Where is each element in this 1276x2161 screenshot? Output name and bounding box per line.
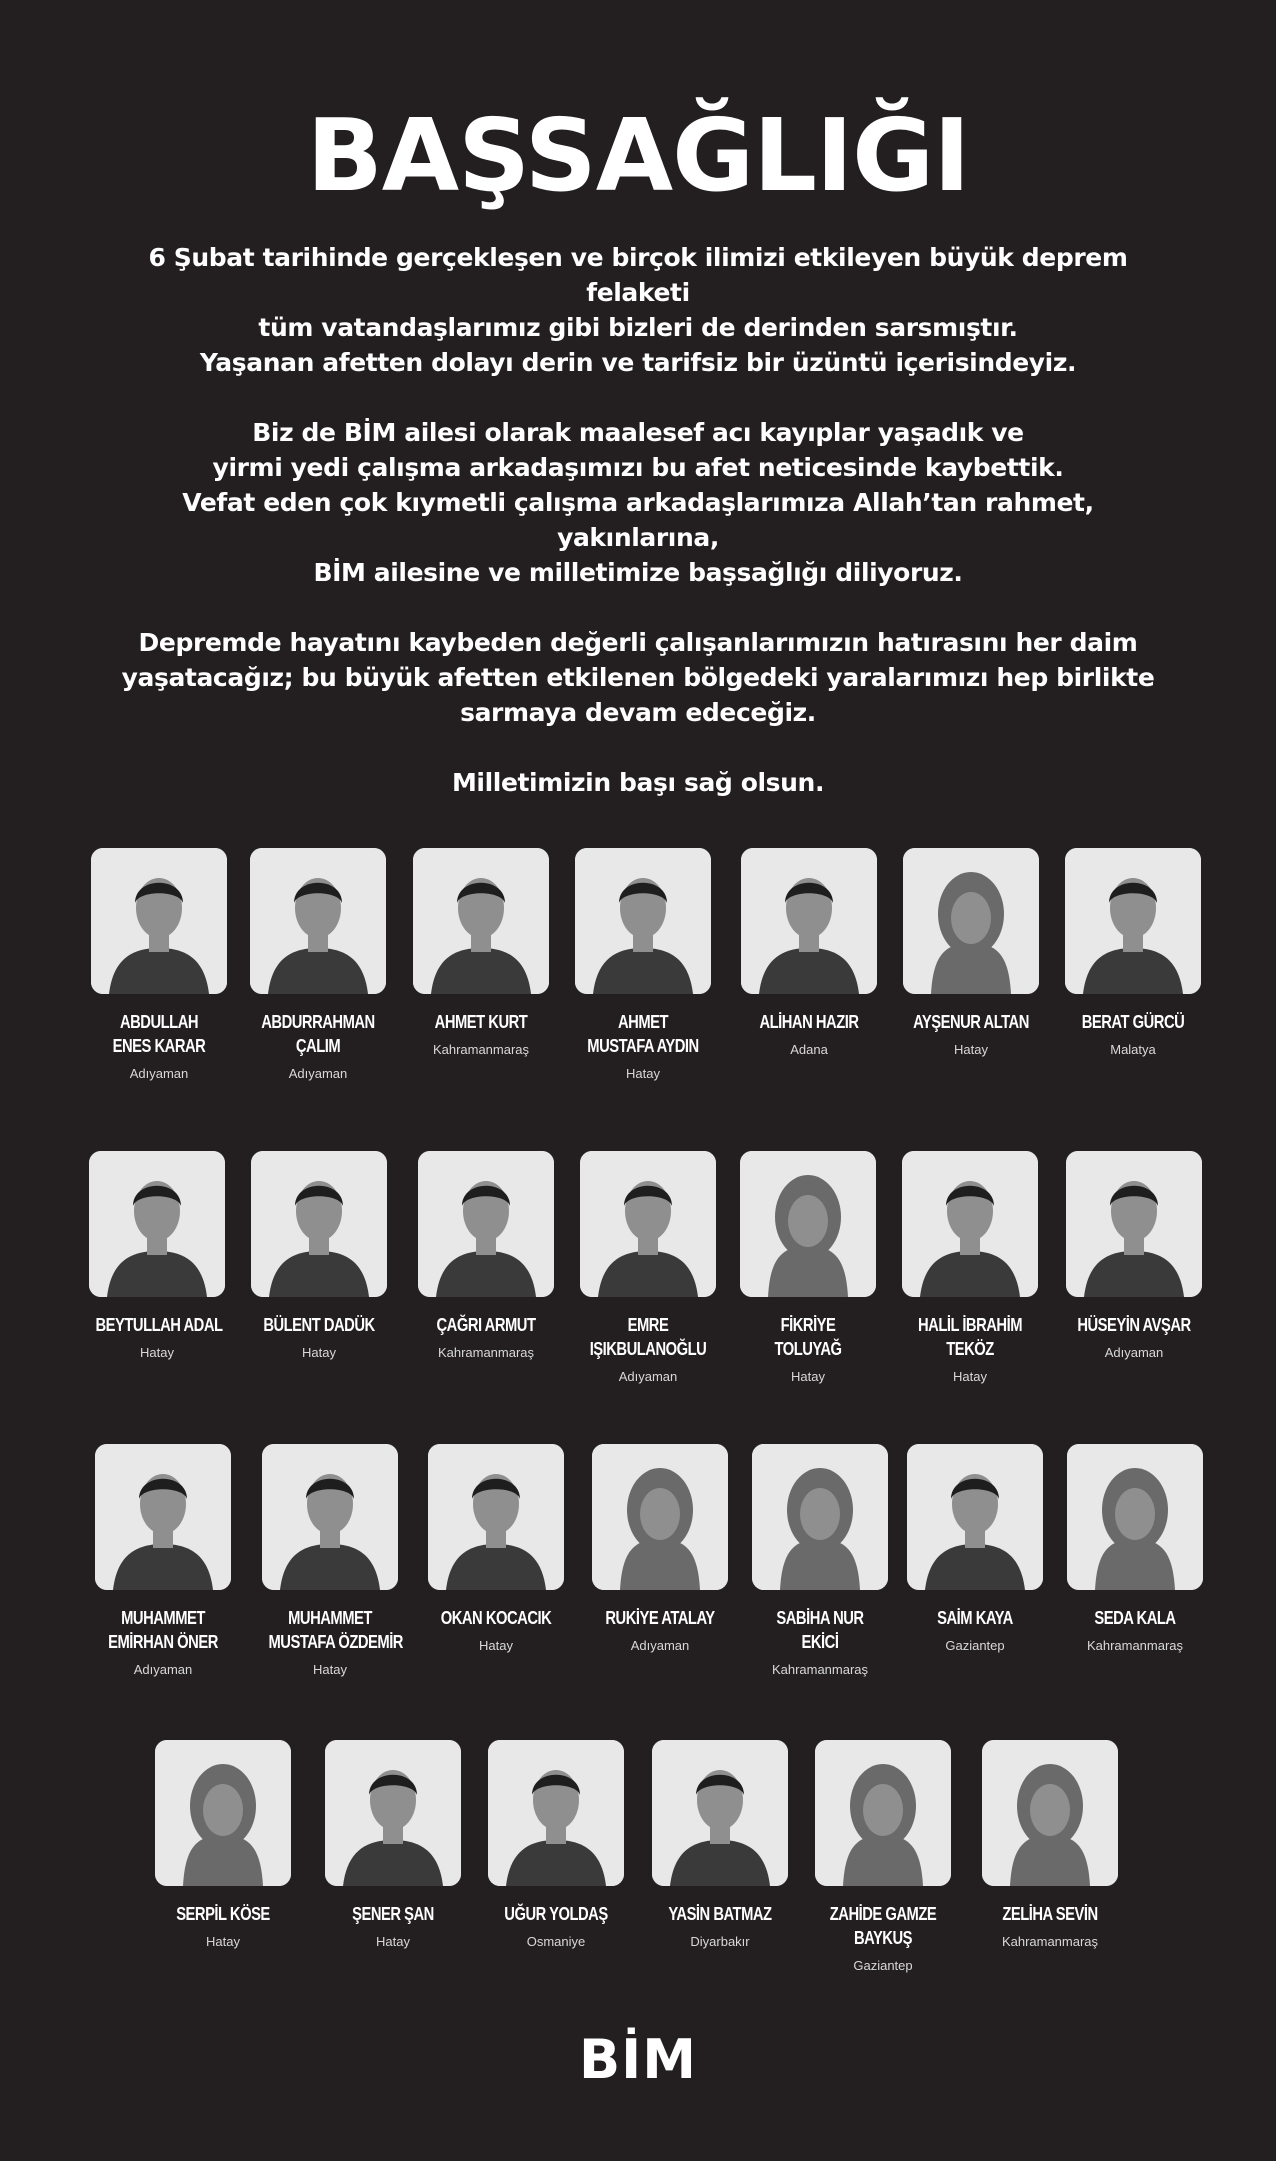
person-name-line: MUSTAFA ÖZDEMİR xyxy=(268,1632,403,1652)
person-city: Adıyaman xyxy=(618,1369,678,1384)
person-photo xyxy=(652,1740,788,1886)
person-card xyxy=(318,1740,468,1950)
person-photo xyxy=(815,1740,951,1886)
portrait-image xyxy=(1066,1151,1202,1297)
person-name xyxy=(910,1010,1033,1034)
person-name-line: ABDURRAHMAN xyxy=(261,1012,375,1032)
message-line: Milletimizin başı sağ olsun. xyxy=(451,768,825,797)
person-name-line: YASİN BATMAZ xyxy=(668,1904,772,1924)
memorial-row xyxy=(0,1740,1276,2040)
portrait-image xyxy=(907,1444,1043,1590)
portrait-shape xyxy=(640,1488,680,1540)
portrait-image xyxy=(251,1151,387,1297)
person-photo xyxy=(907,1444,1043,1590)
person-name-line: ÇAĞRI ARMUT xyxy=(436,1315,536,1335)
person-card xyxy=(896,848,1046,1058)
person-name-line: ZELİHA SEVİN xyxy=(1002,1904,1098,1924)
message-line: 6 Şubat tarihinde gerçekleşen ve birçok ilimizi etkileyen büyük deprem felaketi xyxy=(148,243,1128,307)
person-name-line: RUKİYE ATALAY xyxy=(605,1608,715,1628)
person-name xyxy=(914,1606,1037,1630)
portrait-image xyxy=(815,1740,951,1886)
person-name-line: AHMET xyxy=(617,1012,669,1032)
portrait-image xyxy=(752,1444,888,1590)
person-name-line: ÇALIM xyxy=(295,1036,341,1056)
portrait-image xyxy=(250,848,386,994)
person-photo xyxy=(325,1740,461,1886)
person-name xyxy=(495,1902,618,1926)
person-city: Adıyaman xyxy=(129,1066,189,1081)
message-closing xyxy=(100,765,1176,800)
person-name xyxy=(98,1010,221,1058)
person-name-line: SAİM KAYA xyxy=(937,1608,1013,1628)
person-name-line: ŞENER ŞAN xyxy=(352,1904,434,1924)
portrait-shape xyxy=(800,1488,840,1540)
person-name-line: AYŞENUR ALTAN xyxy=(913,1012,1029,1032)
portrait-shape xyxy=(788,1195,828,1247)
person-card xyxy=(411,1151,561,1361)
person-photo xyxy=(250,848,386,994)
person-city: Gaziantep xyxy=(853,1958,913,1973)
person-city: Diyarbakır xyxy=(690,1934,750,1949)
person-city: Hatay xyxy=(206,1934,240,1949)
person-city: Hatay xyxy=(791,1369,825,1384)
person-card xyxy=(406,848,556,1058)
portrait-image xyxy=(592,1444,728,1590)
message-line: Biz de BİM ailesi olarak maalesef acı kayıplar yaşadık ve xyxy=(252,418,1024,447)
condolence-message xyxy=(100,240,1176,835)
portrait-image xyxy=(982,1740,1118,1886)
person-photo xyxy=(741,848,877,994)
portrait-image xyxy=(428,1444,564,1590)
person-photo xyxy=(95,1444,231,1590)
person-card xyxy=(148,1740,298,1950)
person-card xyxy=(421,1444,571,1654)
memorial-row xyxy=(0,1444,1276,1744)
person-name-line: HÜSEYİN AVŞAR xyxy=(1077,1315,1191,1335)
person-name-line: ZAHİDE GAMZE xyxy=(829,1904,937,1924)
portrait-image xyxy=(488,1740,624,1886)
person-name xyxy=(599,1606,722,1630)
person-name xyxy=(420,1010,543,1034)
person-name xyxy=(162,1902,285,1926)
message-paragraph-2 xyxy=(100,415,1176,590)
person-photo xyxy=(91,848,227,994)
person-name xyxy=(258,1313,381,1337)
person-name xyxy=(1073,1313,1196,1337)
person-name xyxy=(822,1902,945,1950)
person-name xyxy=(747,1313,870,1361)
person-card xyxy=(84,848,234,1082)
portrait-image xyxy=(902,1151,1038,1297)
person-photo xyxy=(251,1151,387,1297)
person-photo xyxy=(592,1444,728,1590)
person-photo xyxy=(752,1444,888,1590)
person-photo xyxy=(262,1444,398,1590)
person-photo xyxy=(1067,1444,1203,1590)
person-card xyxy=(975,1740,1125,1950)
person-name-line: ALİHAN HAZIR xyxy=(759,1012,859,1032)
portrait-image xyxy=(91,848,227,994)
portrait-image xyxy=(95,1444,231,1590)
person-name-line: BAYKUŞ xyxy=(853,1928,913,1948)
person-name-line: MUHAMMET xyxy=(121,1608,205,1628)
person-card xyxy=(745,1444,895,1678)
person-name-line: TEKÖZ xyxy=(946,1339,994,1359)
person-card xyxy=(573,1151,723,1385)
person-city: Kahramanmaraş xyxy=(771,1662,869,1677)
person-card xyxy=(733,1151,883,1385)
person-name-line: MUSTAFA AYDIN xyxy=(587,1036,699,1056)
person-name-line: FİKRİYE xyxy=(780,1315,836,1335)
person-card xyxy=(1060,1444,1210,1654)
person-photo xyxy=(1065,848,1201,994)
person-city: Kahramanmaraş xyxy=(432,1042,530,1057)
portrait-image xyxy=(741,848,877,994)
portrait-image xyxy=(418,1151,554,1297)
person-card xyxy=(900,1444,1050,1654)
person-card xyxy=(808,1740,958,1974)
person-photo xyxy=(155,1740,291,1886)
person-name xyxy=(1072,1010,1195,1034)
portrait-image xyxy=(575,848,711,994)
message-line: tüm vatandaşlarımız gibi bizleri de derinden sarsmıştır. xyxy=(258,313,1018,342)
person-city: Adıyaman xyxy=(133,1662,193,1677)
person-city: Hatay xyxy=(626,1066,660,1081)
person-name xyxy=(582,1010,705,1058)
portrait-image xyxy=(325,1740,461,1886)
person-name xyxy=(1074,1606,1197,1630)
person-card xyxy=(1058,848,1208,1058)
person-name-line: TOLUYAĞ xyxy=(774,1339,842,1359)
portrait-image xyxy=(1065,848,1201,994)
message-line: yirmi yedi çalışma arkadaşımızı bu afet neticesinde kaybettik. xyxy=(212,453,1064,482)
portrait-image xyxy=(89,1151,225,1297)
person-name xyxy=(425,1313,548,1337)
person-photo xyxy=(982,1740,1118,1886)
person-photo xyxy=(580,1151,716,1297)
portrait-image xyxy=(652,1740,788,1886)
person-photo xyxy=(740,1151,876,1297)
message-line: Yaşanan afetten dolayı derin ve tarifsiz bir üzüntü içerisindeyiz. xyxy=(199,348,1077,377)
person-card xyxy=(88,1444,238,1678)
memorial-row xyxy=(0,848,1276,1148)
person-city: Adıyaman xyxy=(1104,1345,1164,1360)
person-card xyxy=(82,1151,232,1361)
person-card xyxy=(585,1444,735,1654)
person-photo xyxy=(903,848,1039,994)
person-name-line: SABİHA NUR xyxy=(776,1608,864,1628)
person-name-line: BERAT GÜRCÜ xyxy=(1081,1012,1185,1032)
person-card xyxy=(243,848,393,1082)
person-name xyxy=(102,1606,225,1654)
person-city: Kahramanmaraş xyxy=(1086,1638,1184,1653)
message-line: Depremde hayatını kaybeden değerli çalışanlarımızın hatırasını her daim xyxy=(138,628,1138,657)
person-city: Hatay xyxy=(953,1369,987,1384)
person-name-line: SERPİL KÖSE xyxy=(176,1904,270,1924)
person-name-line: EMİRHAN ÖNER xyxy=(108,1632,218,1652)
portrait-image xyxy=(1067,1444,1203,1590)
person-photo xyxy=(89,1151,225,1297)
person-name xyxy=(759,1606,882,1654)
person-name-line: SEDA KALA xyxy=(1094,1608,1176,1628)
person-name-line: ENES KARAR xyxy=(112,1036,206,1056)
person-city: Hatay xyxy=(302,1345,336,1360)
portrait-shape xyxy=(863,1784,903,1836)
person-name-line: HALİL İBRAHİM xyxy=(917,1315,1023,1335)
message-line: sarmaya devam edeceğiz. xyxy=(460,698,816,727)
portrait-image xyxy=(262,1444,398,1590)
person-city: Kahramanmaraş xyxy=(437,1345,535,1360)
person-name xyxy=(909,1313,1032,1361)
person-photo xyxy=(413,848,549,994)
person-city: Hatay xyxy=(479,1638,513,1653)
person-name-line: EMRE xyxy=(627,1315,669,1335)
person-name xyxy=(587,1313,710,1361)
person-city: Adıyaman xyxy=(288,1066,348,1081)
person-name xyxy=(332,1902,455,1926)
person-card xyxy=(645,1740,795,1950)
person-card xyxy=(568,848,718,1082)
portrait-image xyxy=(740,1151,876,1297)
person-photo xyxy=(418,1151,554,1297)
message-paragraph-1 xyxy=(100,240,1176,380)
person-city: Hatay xyxy=(140,1345,174,1360)
person-photo xyxy=(575,848,711,994)
person-photo xyxy=(488,1740,624,1886)
person-name xyxy=(435,1606,558,1630)
message-line: BİM ailesine ve milletimize başsağlığı diliyoruz. xyxy=(313,558,963,587)
person-name-line: BÜLENT DADÜK xyxy=(263,1315,375,1335)
bim-logo: BİM xyxy=(579,2028,697,2091)
portrait-image xyxy=(155,1740,291,1886)
person-name-line: AHMET KURT xyxy=(434,1012,528,1032)
memorial-row xyxy=(0,1151,1276,1451)
person-city: Hatay xyxy=(313,1662,347,1677)
person-city: Gaziantep xyxy=(945,1638,1005,1653)
person-photo xyxy=(902,1151,1038,1297)
person-city: Osmaniye xyxy=(526,1934,586,1949)
person-photo xyxy=(428,1444,564,1590)
person-name xyxy=(257,1010,380,1058)
person-name-line: EKİCİ xyxy=(801,1632,839,1652)
person-name xyxy=(659,1902,782,1926)
person-city: Adana xyxy=(790,1042,828,1057)
portrait-shape xyxy=(951,892,991,944)
person-card xyxy=(481,1740,631,1950)
person-name-line: BEYTULLAH ADAL xyxy=(95,1315,223,1335)
person-city: Malatya xyxy=(1110,1042,1156,1057)
person-card xyxy=(895,1151,1045,1385)
person-name xyxy=(95,1313,223,1337)
person-card xyxy=(255,1444,405,1678)
portrait-shape xyxy=(203,1784,243,1836)
message-line: yaşatacağız; bu büyük afetten etkilenen bölgedeki yaralarımızı hep birlikte xyxy=(121,663,1155,692)
person-card xyxy=(1059,1151,1209,1361)
portrait-shape xyxy=(1030,1784,1070,1836)
person-name-line: OKAN KOCACIK xyxy=(440,1608,552,1628)
person-name-line: MUHAMMET xyxy=(288,1608,372,1628)
person-name-line: ABDULLAH xyxy=(119,1012,199,1032)
portrait-image xyxy=(580,1151,716,1297)
person-city: Hatay xyxy=(954,1042,988,1057)
message-paragraph-3 xyxy=(100,625,1176,730)
person-city: Adıyaman xyxy=(630,1638,690,1653)
person-city: Hatay xyxy=(376,1934,410,1949)
person-name xyxy=(268,1606,403,1654)
portrait-shape xyxy=(1115,1488,1155,1540)
portrait-image xyxy=(903,848,1039,994)
person-name xyxy=(748,1010,871,1034)
person-card xyxy=(734,848,884,1058)
person-name-line: UĞUR YOLDAŞ xyxy=(504,1904,608,1924)
person-photo xyxy=(1066,1151,1202,1297)
person-name-line: IŞIKBULANOĞLU xyxy=(589,1339,707,1359)
portrait-image xyxy=(413,848,549,994)
message-line: Vefat eden çok kıymetli çalışma arkadaşlarımıza Allah’tan rahmet, yakınlarına, xyxy=(182,488,1094,552)
page-title: BAŞSAĞLIĞI xyxy=(306,97,970,214)
person-card xyxy=(244,1151,394,1361)
person-name xyxy=(989,1902,1112,1926)
person-city: Kahramanmaraş xyxy=(1001,1934,1099,1949)
